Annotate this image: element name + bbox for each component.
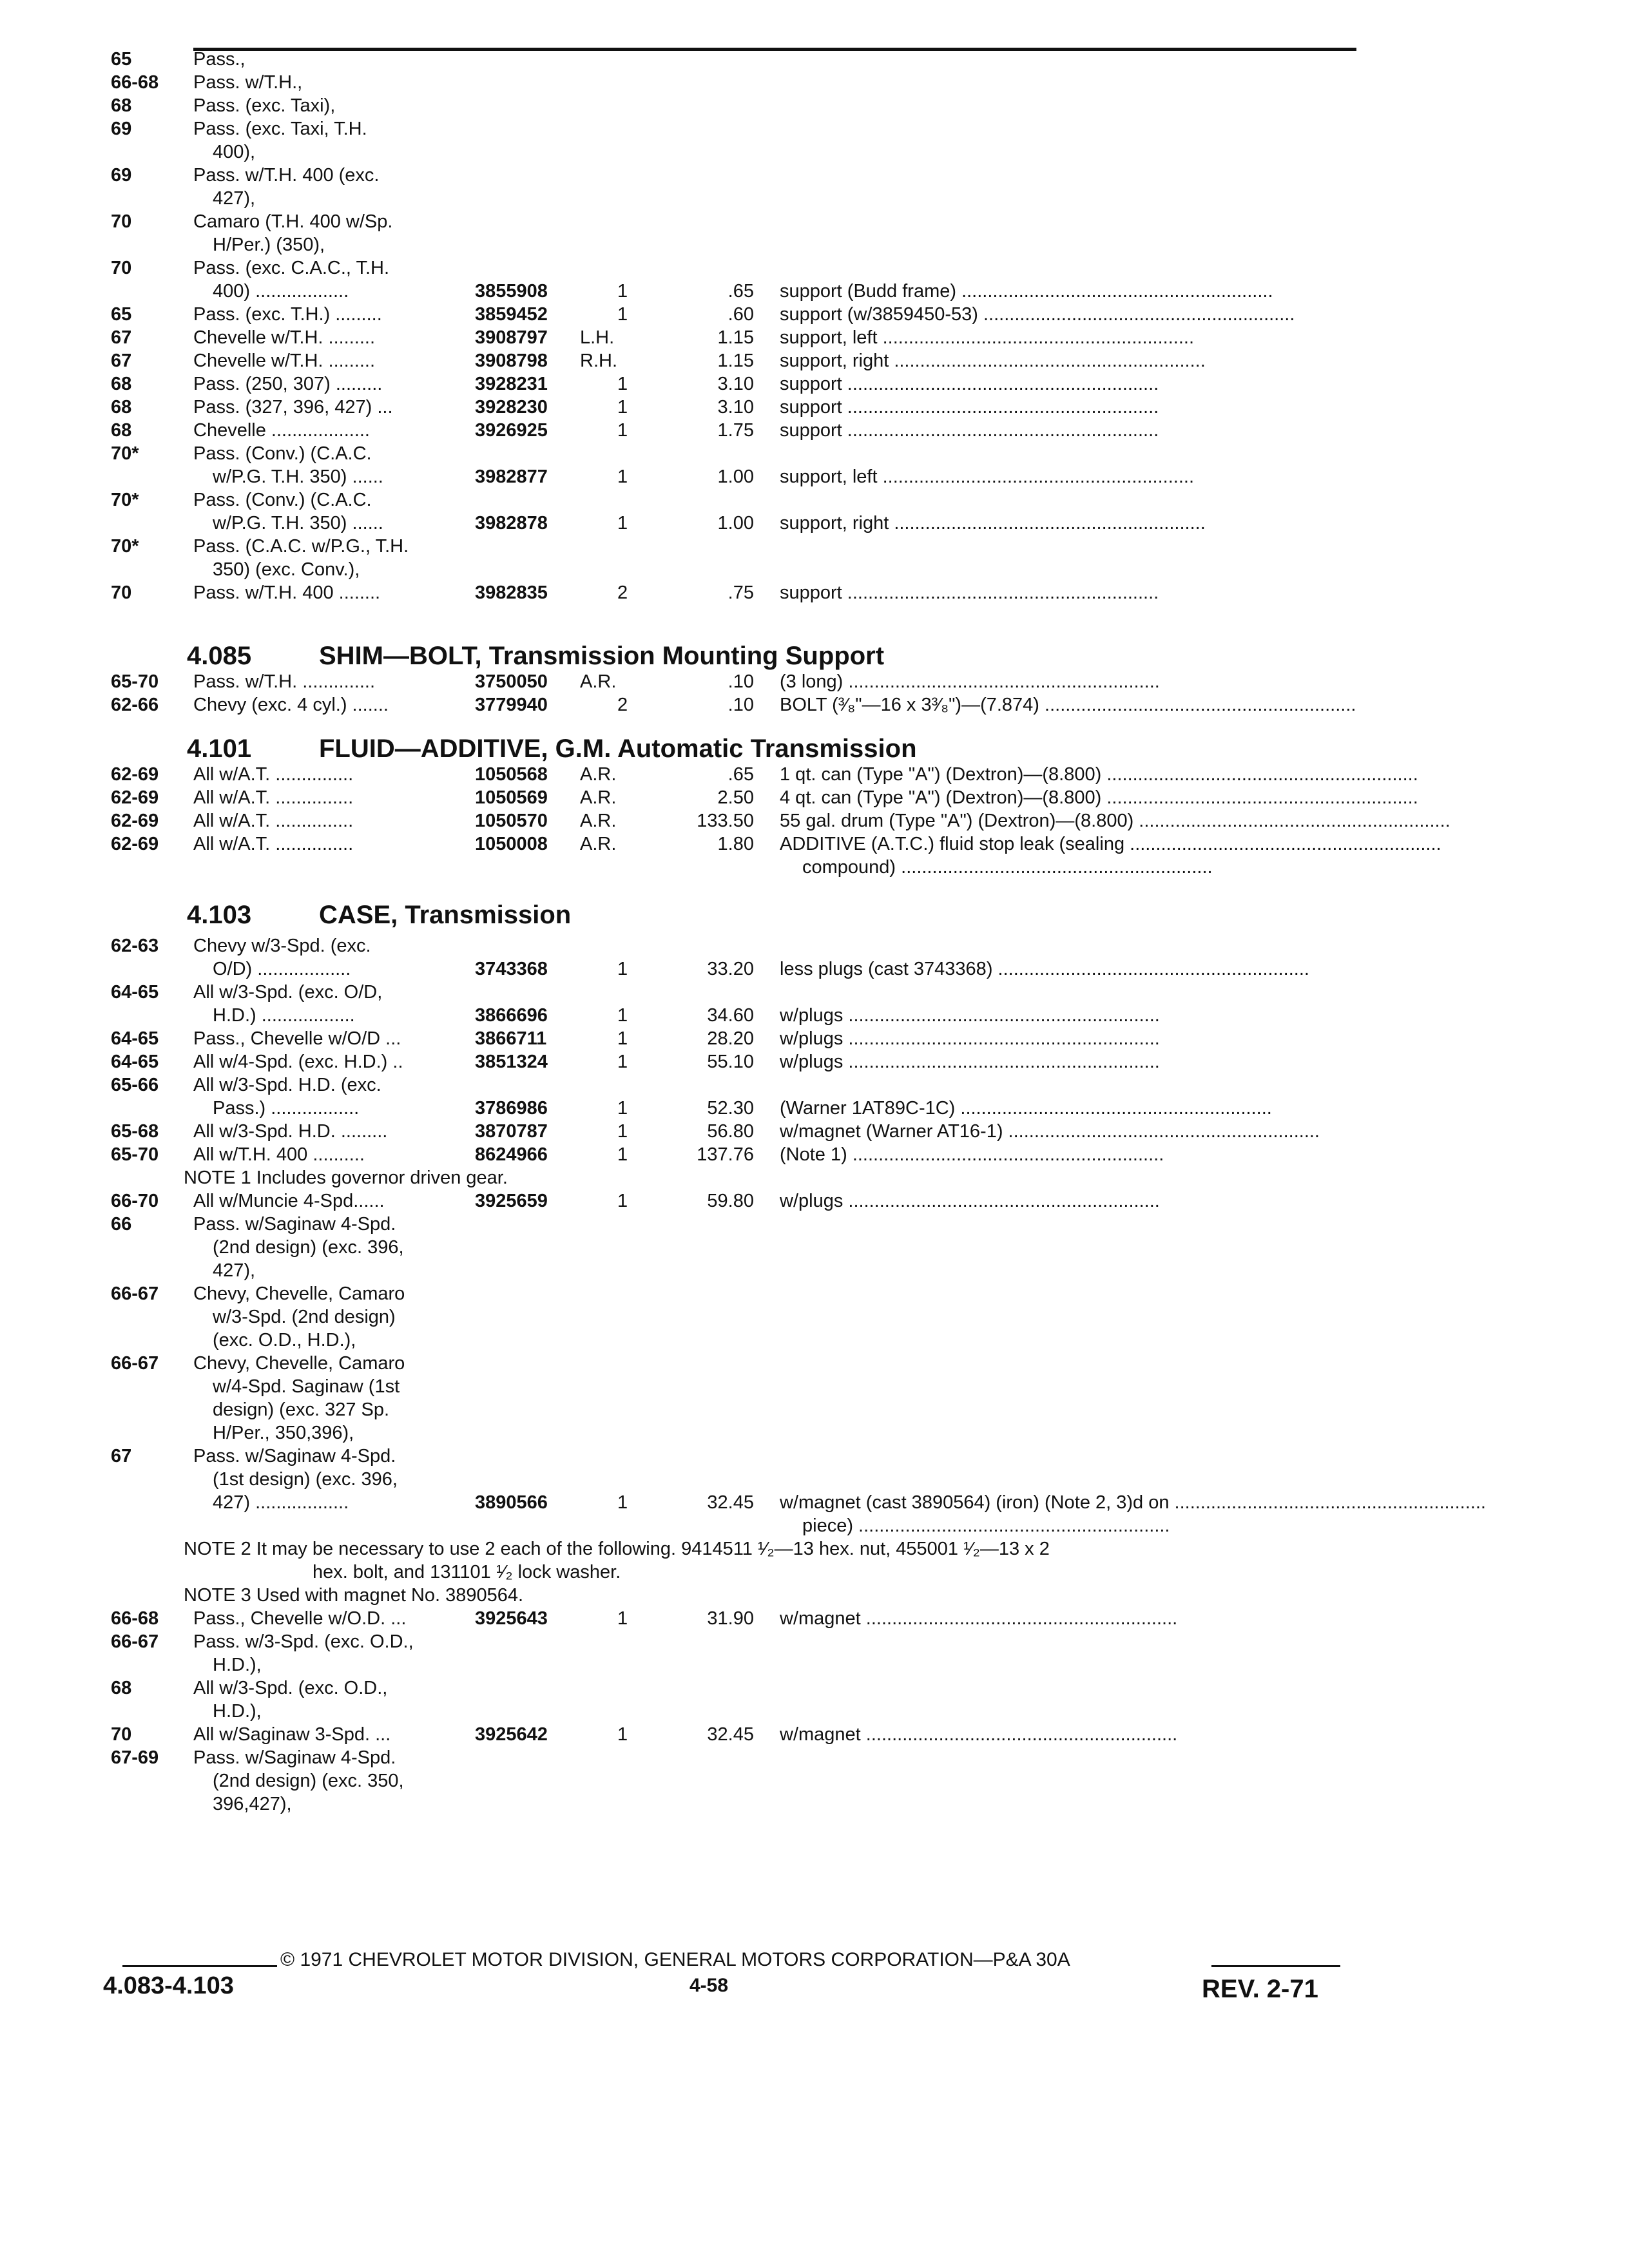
year-range: 65-68: [111, 1121, 159, 1142]
part-description: w/plugs .....: [780, 1189, 1160, 1213]
year-range: 68: [111, 95, 132, 116]
year-range: 65-70: [111, 1144, 159, 1165]
model-application: H.D.),: [213, 1655, 262, 1675]
list-price: 56.80: [707, 1121, 754, 1142]
part-number: 3890566: [475, 1492, 548, 1513]
quantity: A.R.: [580, 764, 617, 785]
model-application: Chevy, Chevelle, Camaro: [193, 1283, 405, 1304]
model-application: All w/3-Spd. H.D. .........: [193, 1121, 388, 1142]
model-application: Pass. w/T.H. 400 ........: [193, 582, 381, 603]
model-application: (2nd design) (exc. 350,: [213, 1771, 404, 1791]
quantity: 1: [617, 466, 628, 487]
year-range: 68: [111, 374, 132, 394]
model-application: All w/A.T. ...............: [193, 811, 354, 831]
quantity: 1: [617, 1144, 628, 1165]
part-description: support, left .....: [780, 465, 1194, 488]
quantity: 1: [617, 1098, 628, 1119]
quantity: 1: [617, 1724, 628, 1745]
part-number: 3982877: [475, 466, 548, 487]
part-number: 3928231: [475, 374, 548, 394]
part-number: 3866696: [475, 1005, 548, 1026]
quantity: 1: [617, 374, 628, 394]
part-description: piece) .....: [802, 1514, 1170, 1537]
part-description: 1 qt. can (Type "A") (Dextron)—(8.800) .....: [780, 763, 1418, 786]
model-application: NOTE 3 Used with magnet No. 3890564.: [184, 1585, 524, 1606]
model-application: Chevy, Chevelle, Camaro: [193, 1353, 405, 1374]
list-price: 59.80: [707, 1191, 754, 1211]
list-price: 28.20: [707, 1028, 754, 1049]
model-application: Pass. w/3-Spd. (exc. O.D.,: [193, 1631, 414, 1652]
model-application: Pass.) .................: [213, 1098, 360, 1119]
model-application: 400),: [213, 142, 256, 162]
section-number: 4.085: [187, 642, 252, 670]
list-price: .65: [728, 764, 754, 785]
year-range: 68: [111, 420, 132, 441]
model-application: Pass. w/T.H.,: [193, 72, 303, 93]
part-description: 4 qt. can (Type "A") (Dextron)—(8.800) .....: [780, 786, 1418, 809]
year-range: 62-69: [111, 834, 159, 854]
copyright-text: © 1971 CHEVROLET MOTOR DIVISION, GENERAL MOTORS CORPORATION—P&A 30A: [280, 1949, 1070, 1970]
part-description: (3 long) .....: [780, 670, 1160, 693]
list-price: 1.80: [717, 834, 754, 854]
quantity: 1: [617, 304, 628, 325]
model-application: Pass. (exc. T.H.) .........: [193, 304, 382, 325]
model-application: Pass., Chevelle w/O/D ...: [193, 1028, 401, 1049]
model-application: Pass. w/Saginaw 4-Spd.: [193, 1446, 396, 1466]
model-application: w/4-Spd. Saginaw (1st: [213, 1376, 400, 1397]
part-number: 3908797: [475, 327, 548, 348]
copyright-rule-right: [1211, 1965, 1340, 1967]
model-application: Chevelle ...................: [193, 420, 370, 441]
list-price: 34.60: [707, 1005, 754, 1026]
model-application: (exc. O.D., H.D.),: [213, 1330, 356, 1350]
year-range: 66-70: [111, 1191, 159, 1211]
model-application: All w/3-Spd. (exc. O/D,: [193, 982, 383, 1003]
year-range: 70: [111, 258, 132, 278]
year-range: 66-67: [111, 1353, 159, 1374]
year-range: 68: [111, 1678, 132, 1698]
model-application: All w/Saginaw 3-Spd. ...: [193, 1724, 391, 1745]
part-number: 3750050: [475, 671, 548, 692]
year-range: 62-63: [111, 936, 159, 956]
year-range: 70*: [111, 536, 139, 557]
model-application: 427),: [213, 188, 256, 209]
year-range: 65-66: [111, 1075, 159, 1095]
model-application: w/3-Spd. (2nd design): [213, 1307, 396, 1327]
part-number: 3743368: [475, 959, 548, 979]
model-application: All w/Muncie 4-Spd......: [193, 1191, 385, 1211]
year-range: 70: [111, 582, 132, 603]
model-application: Pass. w/Saginaw 4-Spd.: [193, 1747, 396, 1768]
quantity: A.R.: [580, 787, 617, 808]
model-application: w/P.G. T.H. 350) ......: [213, 466, 383, 487]
quantity: 1: [617, 1492, 628, 1513]
model-application: w/P.G. T.H. 350) ......: [213, 513, 383, 533]
part-description: support (Budd frame) .....: [780, 280, 1273, 303]
model-application: Pass. (C.A.C. w/P.G., T.H.: [193, 536, 409, 557]
list-price: .10: [728, 671, 754, 692]
part-number: 3982835: [475, 582, 548, 603]
revision-label: REV. 2-71: [1202, 1975, 1318, 2003]
year-range: 69: [111, 119, 132, 139]
part-description: support, right .....: [780, 349, 1206, 372]
year-range: 64-65: [111, 1052, 159, 1072]
part-description: support .....: [780, 419, 1159, 442]
part-description: support (w/3859450-53) .....: [780, 303, 1295, 326]
part-number: 3925659: [475, 1191, 548, 1211]
year-range: 66-68: [111, 72, 159, 93]
quantity: A.R.: [580, 834, 617, 854]
year-range: 66-67: [111, 1283, 159, 1304]
list-price: .65: [728, 281, 754, 302]
year-range: 62-69: [111, 764, 159, 785]
quantity: L.H.: [580, 327, 615, 348]
model-application: Chevelle w/T.H. .........: [193, 351, 376, 371]
model-application: 396,427),: [213, 1794, 292, 1814]
copyright-rule-left: [122, 1965, 277, 1967]
quantity: 1: [617, 1191, 628, 1211]
year-range: 62-66: [111, 695, 159, 715]
quantity: A.R.: [580, 811, 617, 831]
list-price: 1.00: [717, 466, 754, 487]
year-range: 67-69: [111, 1747, 159, 1768]
part-description: w/plugs .....: [780, 1027, 1160, 1050]
year-range: 70*: [111, 490, 139, 510]
model-application: Pass. (exc. Taxi, T.H.: [193, 119, 367, 139]
part-number: 3859452: [475, 304, 548, 325]
list-price: 31.90: [707, 1608, 754, 1629]
list-price: 2.50: [717, 787, 754, 808]
list-price: .60: [728, 304, 754, 325]
part-description: w/magnet (cast 3890564) (iron) (Note 2, 3)d on .....: [780, 1491, 1486, 1514]
model-application: Chevy (exc. 4 cyl.) .......: [193, 695, 389, 715]
quantity: 1: [617, 513, 628, 533]
model-application: Chevelle w/T.H. .........: [193, 327, 376, 348]
section-title: SHIM—BOLT, Transmission Mounting Support: [319, 642, 885, 670]
year-range: 62-69: [111, 811, 159, 831]
list-price: .75: [728, 582, 754, 603]
part-number: 1050570: [475, 811, 548, 831]
list-price: 137.76: [697, 1144, 754, 1165]
year-range: 70: [111, 1724, 132, 1745]
section-range: 4.083-4.103: [103, 1972, 234, 1999]
part-number: 3786986: [475, 1098, 548, 1119]
model-application: Chevy w/3-Spd. (exc.: [193, 936, 371, 956]
section-number: 4.101: [187, 735, 252, 763]
quantity: 1: [617, 1608, 628, 1629]
part-description: compound) .....: [802, 856, 1213, 879]
copyright-line: [122, 1948, 1340, 1972]
model-application: All w/A.T. ...............: [193, 764, 354, 785]
list-price: 1.15: [717, 351, 754, 371]
part-number: 8624966: [475, 1144, 548, 1165]
model-application: Pass., Chevelle w/O.D. ...: [193, 1608, 407, 1629]
section-title: CASE, Transmission: [319, 901, 572, 929]
part-description: support .....: [780, 581, 1159, 604]
model-application: 427),: [213, 1260, 256, 1281]
list-price: 1.15: [717, 327, 754, 348]
part-number: 3855908: [475, 281, 548, 302]
section-number: 4.103: [187, 901, 252, 929]
page-number: 4-58: [689, 1975, 729, 1996]
part-description: w/magnet .....: [780, 1607, 1177, 1630]
part-description: support, right .....: [780, 512, 1206, 535]
part-number: 1050569: [475, 787, 548, 808]
year-range: 64-65: [111, 1028, 159, 1049]
part-number: 3926925: [475, 420, 548, 441]
year-range: 64-65: [111, 982, 159, 1003]
section-title: FLUID—ADDITIVE, G.M. Automatic Transmission: [319, 735, 917, 763]
part-description: ADDITIVE (A.T.C.) fluid stop leak (sealing .....: [780, 832, 1441, 856]
model-application: Pass. (Conv.) (C.A.C.: [193, 490, 372, 510]
year-range: 67: [111, 1446, 132, 1466]
model-application: All w/A.T. ...............: [193, 834, 354, 854]
year-range: 66-68: [111, 1608, 159, 1629]
part-number: 1050008: [475, 834, 548, 854]
part-description: support .....: [780, 396, 1159, 419]
quantity: 1: [617, 397, 628, 418]
quantity: 1: [617, 1121, 628, 1142]
model-application: All w/4-Spd. (exc. H.D.) ..: [193, 1052, 403, 1072]
model-application: Pass. (exc. Taxi),: [193, 95, 336, 116]
part-description: w/magnet (Warner AT16-1) .....: [780, 1120, 1320, 1143]
model-application: Pass. w/T.H. ..............: [193, 671, 375, 692]
part-number: 3925642: [475, 1724, 548, 1745]
quantity: 1: [617, 420, 628, 441]
model-application: hex. bolt, and 131101 ¹⁄₂ lock washer.: [313, 1562, 621, 1582]
part-number: 3908798: [475, 351, 548, 371]
part-number: 3866711: [475, 1028, 547, 1049]
top-rule: [193, 48, 1356, 51]
part-number: 3779940: [475, 695, 548, 715]
year-range: 68: [111, 397, 132, 418]
model-application: 427) ..................: [213, 1492, 349, 1513]
list-price: 1.75: [717, 420, 754, 441]
model-application: O/D) ..................: [213, 959, 351, 979]
model-application: Pass. w/Saginaw 4-Spd.: [193, 1214, 396, 1235]
part-description: 55 gal. drum (Type "A") (Dextron)—(8.800) .....: [780, 809, 1451, 832]
part-description: support, left .....: [780, 326, 1194, 349]
year-range: 66: [111, 1214, 132, 1235]
list-price: 1.00: [717, 513, 754, 533]
list-price: 32.45: [707, 1492, 754, 1513]
list-price: 55.10: [707, 1052, 754, 1072]
quantity: 2: [617, 582, 628, 603]
list-price: 133.50: [697, 811, 754, 831]
year-range: 69: [111, 165, 132, 186]
quantity: 1: [617, 1028, 628, 1049]
quantity: 1: [617, 281, 628, 302]
model-application: All w/3-Spd. H.D. (exc.: [193, 1075, 381, 1095]
model-application: Pass. (exc. C.A.C., T.H.: [193, 258, 390, 278]
list-price: .10: [728, 695, 754, 715]
year-range: 66-67: [111, 1631, 159, 1652]
part-description: support .....: [780, 372, 1159, 396]
model-application: All w/A.T. ...............: [193, 787, 354, 808]
model-application: (1st design) (exc. 396,: [213, 1469, 398, 1490]
list-price: 32.45: [707, 1724, 754, 1745]
part-description: w/plugs .....: [780, 1050, 1160, 1073]
model-application: H.D.) ..................: [213, 1005, 355, 1026]
quantity: 2: [617, 695, 628, 715]
model-application: H.D.),: [213, 1701, 262, 1722]
quantity: 1: [617, 1005, 628, 1026]
list-price: 52.30: [707, 1098, 754, 1119]
part-number: 3870787: [475, 1121, 548, 1142]
model-application: design) (exc. 327 Sp.: [213, 1399, 390, 1420]
model-application: Camaro (T.H. 400 w/Sp.: [193, 211, 393, 232]
model-application: 400) ..................: [213, 281, 349, 302]
part-number: 1050568: [475, 764, 548, 785]
year-range: 62-69: [111, 787, 159, 808]
quantity: A.R.: [580, 671, 617, 692]
part-description: (Note 1) .....: [780, 1143, 1164, 1166]
model-application: All w/3-Spd. (exc. O.D.,: [193, 1678, 388, 1698]
model-application: (2nd design) (exc. 396,: [213, 1237, 404, 1258]
year-range: 70: [111, 211, 132, 232]
model-application: 350) (exc. Conv.),: [213, 559, 360, 580]
model-application: H/Per.) (350),: [213, 235, 325, 255]
model-application: NOTE 1 Includes governor driven gear.: [184, 1168, 508, 1188]
quantity: 1: [617, 959, 628, 979]
model-application: Pass. (Conv.) (C.A.C.: [193, 443, 372, 464]
model-application: Pass. (250, 307) .........: [193, 374, 383, 394]
list-price: 3.10: [717, 374, 754, 394]
model-application: Pass. (327, 396, 427) ...: [193, 397, 393, 418]
list-price: 33.20: [707, 959, 754, 979]
part-number: 3925643: [475, 1608, 548, 1629]
part-number: 3982878: [475, 513, 548, 533]
quantity: 1: [617, 1052, 628, 1072]
part-number: 3928230: [475, 397, 548, 418]
year-range: 65-70: [111, 671, 159, 692]
list-price: 3.10: [717, 397, 754, 418]
year-range: 67: [111, 351, 132, 371]
part-description: w/magnet .....: [780, 1723, 1177, 1746]
part-description: BOLT (³⁄₈"—16 x 3³⁄₈")—(7.874) .....: [780, 693, 1356, 716]
part-description: less plugs (cast 3743368) .....: [780, 957, 1309, 981]
quantity: R.H.: [580, 351, 617, 371]
model-application: All w/T.H. 400 ..........: [193, 1144, 365, 1165]
part-description: (Warner 1AT89C-1C) .....: [780, 1097, 1272, 1120]
year-range: 67: [111, 327, 132, 348]
part-description: w/plugs .....: [780, 1004, 1160, 1027]
year-range: 70*: [111, 443, 139, 464]
year-range: 65: [111, 304, 132, 325]
part-number: 3851324: [475, 1052, 548, 1072]
model-application: NOTE 2 It may be necessary to use 2 each of the following. 9414511 ¹⁄₂—13 hex. nut, 455001 ¹⁄₂—13 x 2: [184, 1539, 1050, 1559]
year-range: 65: [111, 49, 132, 70]
model-application: H/Per., 350,396),: [213, 1423, 354, 1443]
model-application: Pass. w/T.H. 400 (exc.: [193, 165, 380, 186]
model-application: Pass.,: [193, 49, 246, 70]
